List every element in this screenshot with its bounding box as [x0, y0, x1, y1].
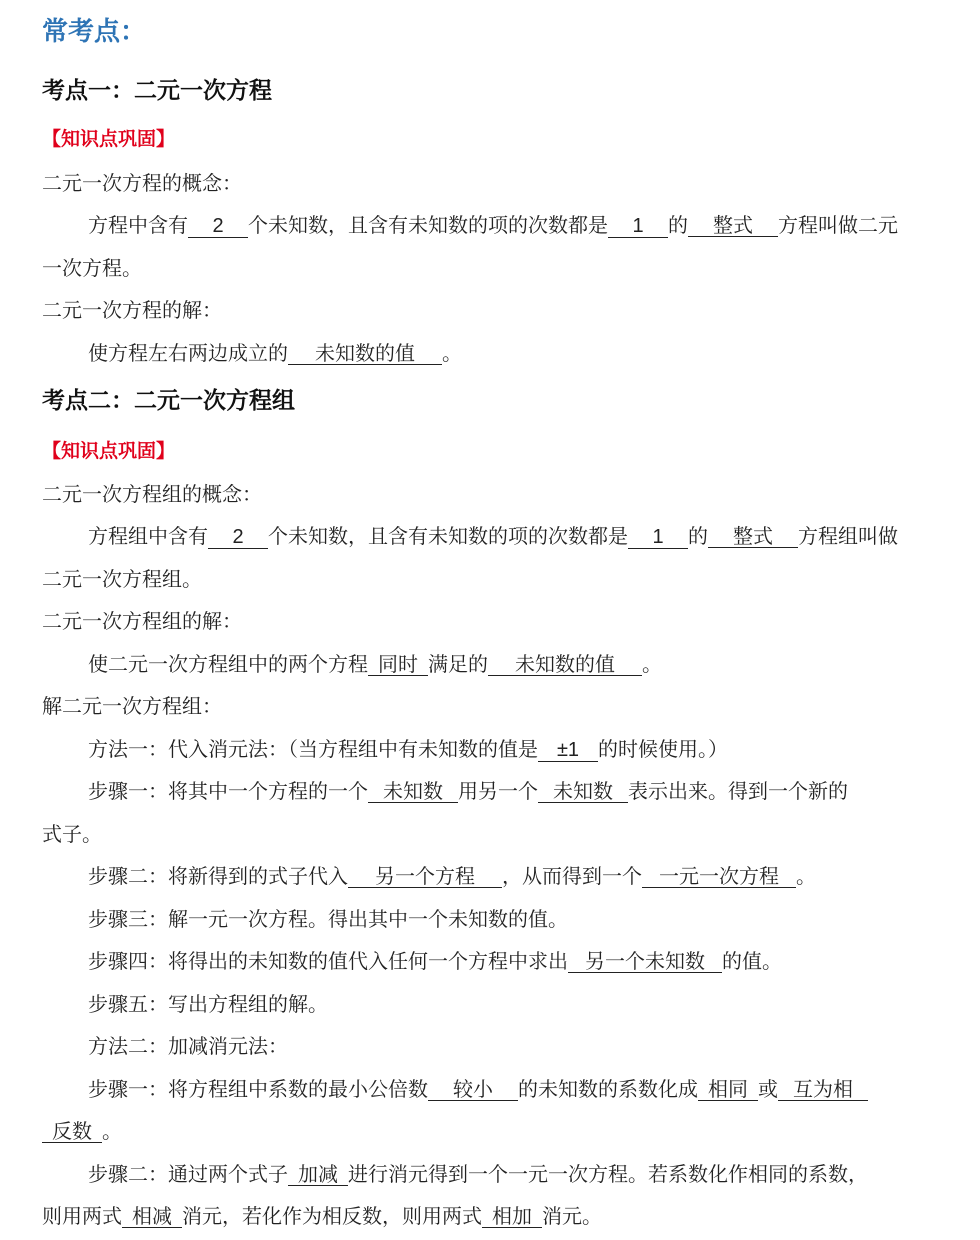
section-2-tag: 【知识点巩固】 [42, 440, 176, 462]
equation-concept-text-cont: 一次方程。 [42, 256, 142, 280]
system-concept-text: 方程组中含有 2 个未知数，且含有未知数的项的次数都是 1 的 整式 方程组叫做 [88, 524, 898, 548]
blank: 未知数的值 [488, 653, 642, 676]
method-2-step-1-cont: 反数 。 [42, 1118, 122, 1144]
page-title: 常考点： [42, 17, 147, 47]
blank: 1 [628, 526, 688, 549]
blank: 整式 [688, 214, 778, 237]
section-2-heading: 考点二：二元一次方程组 [42, 388, 295, 414]
system-concept-label: 二元一次方程组的概念： [42, 482, 262, 506]
method-1: 方法一：代入消元法：（当方程组中有未知数的值是 ±1 的时候使用。） [88, 737, 728, 761]
blank: 较小 [428, 1078, 518, 1101]
blank: 另一个未知数 [568, 950, 722, 973]
blank: ±1 [538, 739, 598, 762]
blank: 同时 [368, 653, 428, 676]
blank: 一元一次方程 [642, 865, 796, 888]
blank: 相同 [698, 1078, 758, 1101]
equation-solution-text: 使方程左右两边成立的 未知数的值 。 [88, 341, 462, 365]
blank: 相减 [122, 1205, 182, 1228]
blank: 反数 [42, 1120, 102, 1143]
method-1-step-4: 步骤四：将得出的未知数的值代入任何一个方程中求出 另一个未知数 的值。 [88, 949, 782, 973]
blank: 2 [208, 526, 268, 549]
blank: 1 [608, 215, 668, 238]
equation-solution-label: 二元一次方程的解： [42, 298, 222, 322]
method-1-step-2: 步骤二：将新得到的式子代入 另一个方程 ，从而得到一个 一元一次方程 。 [88, 864, 816, 888]
system-solution-text: 使二元一次方程组中的两个方程 同时 满足的 未知数的值 。 [88, 652, 662, 676]
method-2: 方法二：加减消元法： [88, 1034, 288, 1058]
blank: 未知数的值 [288, 342, 442, 365]
method-1-step-3: 步骤三：解一元一次方程。得出其中一个未知数的值。 [88, 907, 568, 931]
blank: 整式 [708, 525, 798, 548]
equation-concept-text: 方程中含有 2 个未知数，且含有未知数的项的次数都是 1 的 整式 方程叫做二元 [88, 213, 898, 237]
method-1-step-1: 步骤一：将其中一个方程的一个 未知数 用另一个 未知数 表示出来。得到一个新的 [88, 779, 848, 803]
method-1-step-1-cont: 式子。 [42, 822, 102, 846]
section-1-heading: 考点一：二元一次方程 [42, 78, 272, 104]
method-2-step-2-cont: 则用两式 相减 消元，若化作为相反数，则用两式 相加 消元。 [42, 1204, 602, 1228]
blank: 相加 [482, 1205, 542, 1228]
system-solution-label: 二元一次方程组的解： [42, 609, 242, 633]
solve-label: 解二元一次方程组： [42, 694, 222, 718]
blank: 未知数 [368, 780, 458, 803]
equation-concept-label: 二元一次方程的概念： [42, 171, 242, 195]
system-concept-text-cont: 二元一次方程组。 [42, 567, 202, 591]
method-1-step-5: 步骤五：写出方程组的解。 [88, 992, 328, 1016]
method-2-step-2: 步骤二：通过两个式子 加减 进行消元得到一个一元一次方程。若系数化作相同的系数， [88, 1162, 868, 1186]
method-2-step-1: 步骤一：将方程组中系数的最小公倍数 较小 的未知数的系数化成 相同 或 互为相 [88, 1076, 868, 1102]
blank: 互为相 [778, 1078, 868, 1101]
blank: 加减 [288, 1163, 348, 1186]
section-1-tag: 【知识点巩固】 [42, 128, 176, 150]
blank: 2 [188, 215, 248, 238]
blank: 未知数 [538, 780, 628, 803]
blank: 另一个方程 [348, 865, 502, 888]
